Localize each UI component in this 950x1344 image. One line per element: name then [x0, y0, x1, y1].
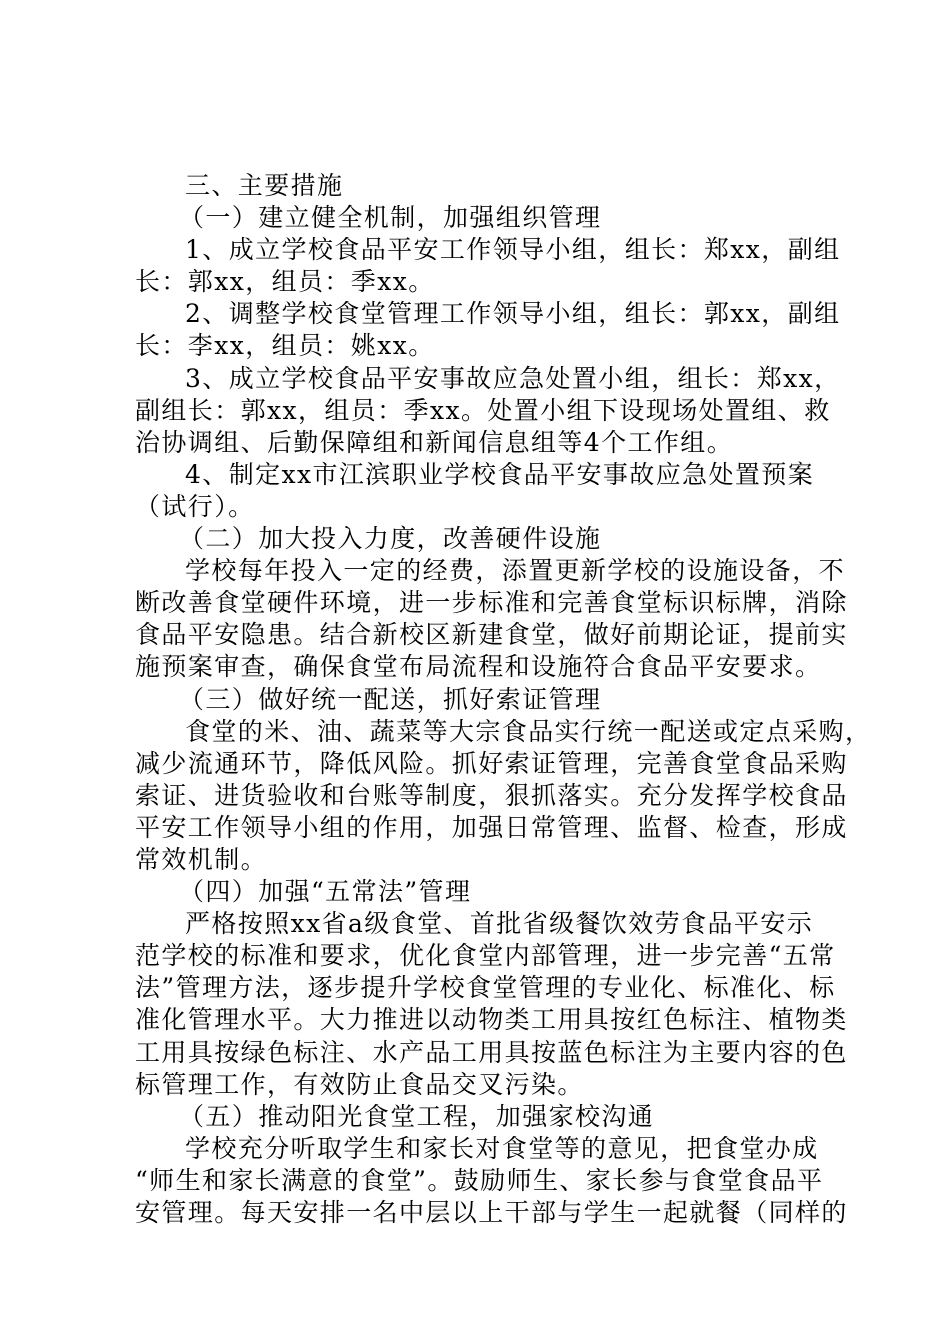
- paragraph-line: 长：郭xx，组员：季xx。: [135, 267, 435, 297]
- paragraph-line: 索证、进货验收和台账等制度，狠抓落实。充分发挥学校食品: [135, 780, 848, 810]
- paragraph-line: 减少流通环节，降低风险。抓好索证管理，完善食堂食品采购: [135, 748, 848, 778]
- subsection-heading: （二）加大投入力度，改善硬件设施: [179, 524, 602, 554]
- paragraph-line: 严格按照xx省a级食堂、首批省级餐饮效劳食品平安示: [185, 909, 814, 939]
- paragraph-line: （试行）。: [135, 491, 255, 521]
- paragraph-line: 平安工作领导小组的作用，加强日常管理、监督、检查，形成: [135, 812, 848, 842]
- paragraph-line: 副组长：郭xx，组员：季xx。处置小组下设现场处置组、救: [135, 395, 831, 425]
- document-page: [135, 170, 872, 1229]
- paragraph-line: 学校每年投入一定的经费，添置更新学校的设施设备，不: [185, 556, 846, 586]
- paragraph-line: 学校充分听取学生和家长对食堂等的意见，把食堂办成: [185, 1133, 819, 1163]
- paragraph-line: 标管理工作，有效防止食品交叉污染。: [135, 1069, 584, 1099]
- paragraph-line: 4、制定xx市江滨职业学校食品平安事故应急处置预案: [185, 459, 815, 489]
- section-heading: 三、主要措施: [185, 171, 344, 200]
- paragraph-line: 2、调整学校食堂管理工作领导小组，组长：郭xx，副组: [185, 299, 841, 329]
- paragraph-line: “师生和家长满意的食堂”。鼓励师生、家长参与食堂食品平: [135, 1165, 824, 1195]
- subsection-heading: （一）建立健全机制，加强组织管理: [179, 203, 602, 233]
- subsection-heading: （四）加强“五常法”管理: [179, 877, 472, 907]
- paragraph-line: 范学校的标准和要求，优化食堂内部管理，进一步完善“五常: [135, 941, 836, 971]
- paragraph-line: 工用具按绿色标注、水产品工用具按蓝色标注为主要内容的色: [135, 1037, 848, 1067]
- subsection-heading: （三）做好统一配送，抓好索证管理: [179, 684, 602, 714]
- paragraph-line: 食堂的米、油、蔬菜等大宗食品实行统一配送或定点采购，: [185, 716, 872, 746]
- paragraph-line: 施预案审查，确保食堂布局流程和设施符合食品平安要求。: [135, 652, 822, 682]
- paragraph-line: 治协调组、后勤保障组和新闻信息组等4个工作组。: [135, 427, 734, 457]
- paragraph-line: 长：李xx，组员：姚xx。: [135, 331, 435, 361]
- paragraph-line: 准化管理水平。大力推进以动物类工用具按红色标注、植物类: [135, 1005, 848, 1035]
- paragraph-line: 食品平安隐患。结合新校区新建食堂，做好前期论证，提前实: [135, 620, 848, 650]
- paragraph-line: 安管理。每天安排一名中层以上干部与学生一起就餐（同样的: [135, 1198, 848, 1227]
- paragraph-line: 1、成立学校食品平安工作领导小组，组长：郑xx，副组: [185, 235, 841, 265]
- subsection-heading: （五）推动阳光食堂工程，加强家校沟通: [179, 1101, 655, 1131]
- paragraph-line: 法”管理方法，逐步提升学校食堂管理的专业化、标准化、标: [135, 973, 836, 1003]
- paragraph-line: 3、成立学校食品平安事故应急处置小组，组长：郑xx，: [185, 363, 841, 393]
- paragraph-line: 常效机制。: [135, 844, 268, 874]
- paragraph-line: 断改善食堂硬件环境，进一步标准和完善食堂标识标牌，消除: [135, 588, 848, 618]
